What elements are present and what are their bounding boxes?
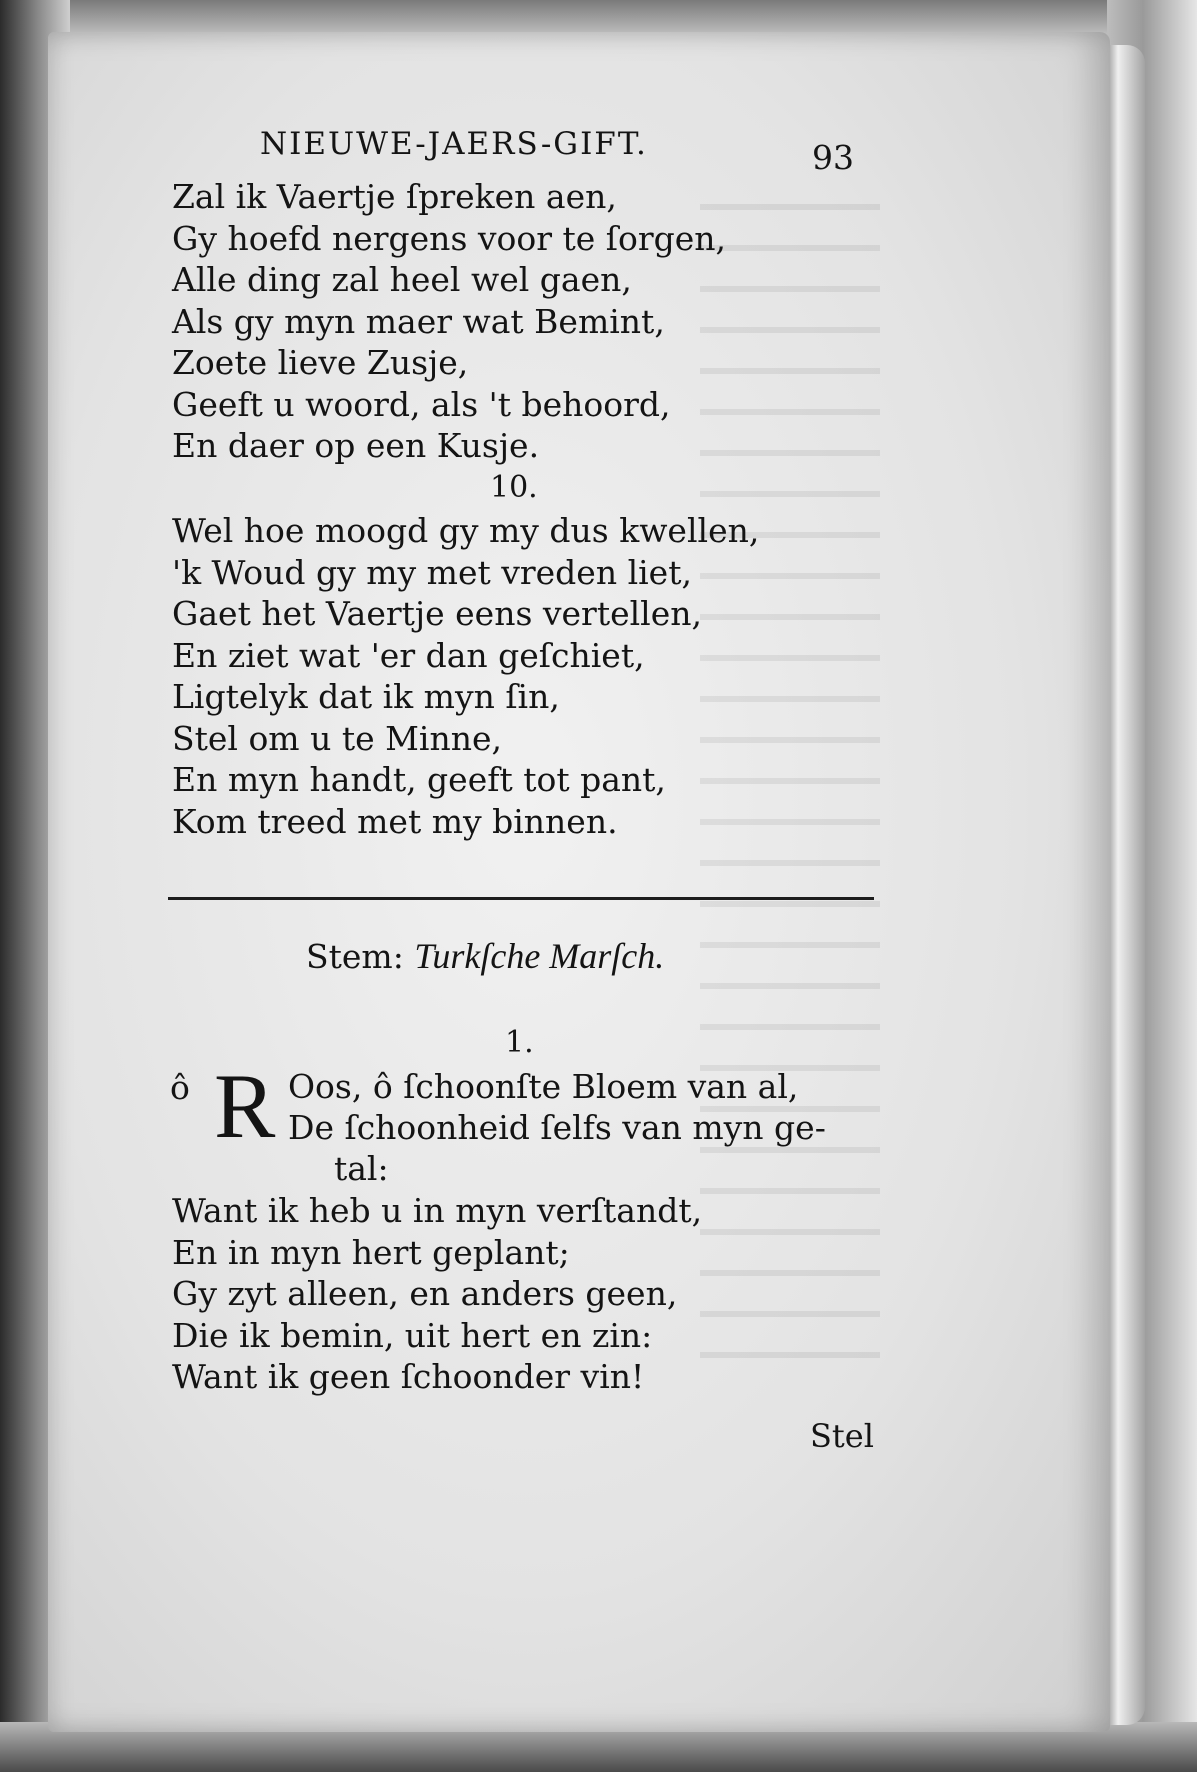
drop-cap-lines bbox=[288, 1066, 826, 1189]
verse-line: tal: bbox=[334, 1149, 389, 1188]
song-2-stanza-1 bbox=[172, 1190, 702, 1398]
stanza-10 bbox=[172, 510, 759, 842]
verse-line: Geeft u woord, als 't behoord, bbox=[172, 384, 671, 424]
verse-line: Die ik bemin, uit hert en zin: bbox=[172, 1315, 653, 1355]
verse-line: Want ik geen ſchoonder vin! bbox=[172, 1357, 645, 1396]
verse-line: En ziet wat 'er dan geſchiet, bbox=[172, 635, 645, 675]
verse-line: Gaet het Vaertje eens vertellen, bbox=[172, 594, 702, 633]
section-divider-rule bbox=[168, 897, 874, 900]
stanza-prefix: ô bbox=[170, 1068, 190, 1107]
stanza-number-1: 1. bbox=[505, 1025, 534, 1060]
running-title: NIEUWE-JAERS-GIFT. bbox=[260, 126, 648, 162]
verse-line: Zal ik Vaertje ſpreken aen, bbox=[172, 177, 617, 216]
verse-line: Alle ding zal heel wel gaen, bbox=[172, 260, 632, 299]
verse-line: En myn handt, geeft tot pant, bbox=[172, 760, 666, 799]
verse-line: Oos, ô ſchoonſte Bloem van al, bbox=[288, 1067, 799, 1106]
tune-indication bbox=[306, 935, 664, 977]
stanza-number-10: 10. bbox=[490, 470, 538, 505]
verse-line: Ligtelyk dat ik myn ſin, bbox=[172, 677, 560, 716]
verse-line: 'k Woud gy my met vreden liet, bbox=[172, 552, 692, 592]
verse-line: Stel om u te Minne, bbox=[172, 718, 502, 758]
verse-line: Gy zyt alleen, en anders geen, bbox=[172, 1274, 678, 1313]
verse-line: Zoete lieve Zusje, bbox=[172, 343, 469, 382]
drop-cap: R bbox=[214, 1055, 276, 1157]
verse-line: De ſchoonheid ſelfs van myn ge- bbox=[288, 1108, 826, 1147]
verse-line: Want ik heb u in myn verſtandt, bbox=[172, 1191, 703, 1230]
verse-line: Kom treed met my binnen. bbox=[172, 801, 618, 841]
stanza-9-end bbox=[172, 176, 726, 467]
tune-title: Turkſche Marſch. bbox=[414, 936, 665, 976]
catchword: Stel bbox=[810, 1417, 874, 1455]
page-number: 93 bbox=[812, 138, 854, 177]
verse-line: Gy hoefd nergens voor te ſorgen, bbox=[172, 218, 727, 258]
verse-line: En in myn hert geplant; bbox=[172, 1232, 570, 1272]
verse-line: Wel hoe moogd gy my dus kwellen, bbox=[172, 511, 760, 550]
verse-line: En daer op een Kusje. bbox=[172, 426, 540, 465]
tune-label: Stem: bbox=[306, 937, 404, 976]
verse-line: Als gy myn maer wat Bemint, bbox=[172, 301, 665, 341]
